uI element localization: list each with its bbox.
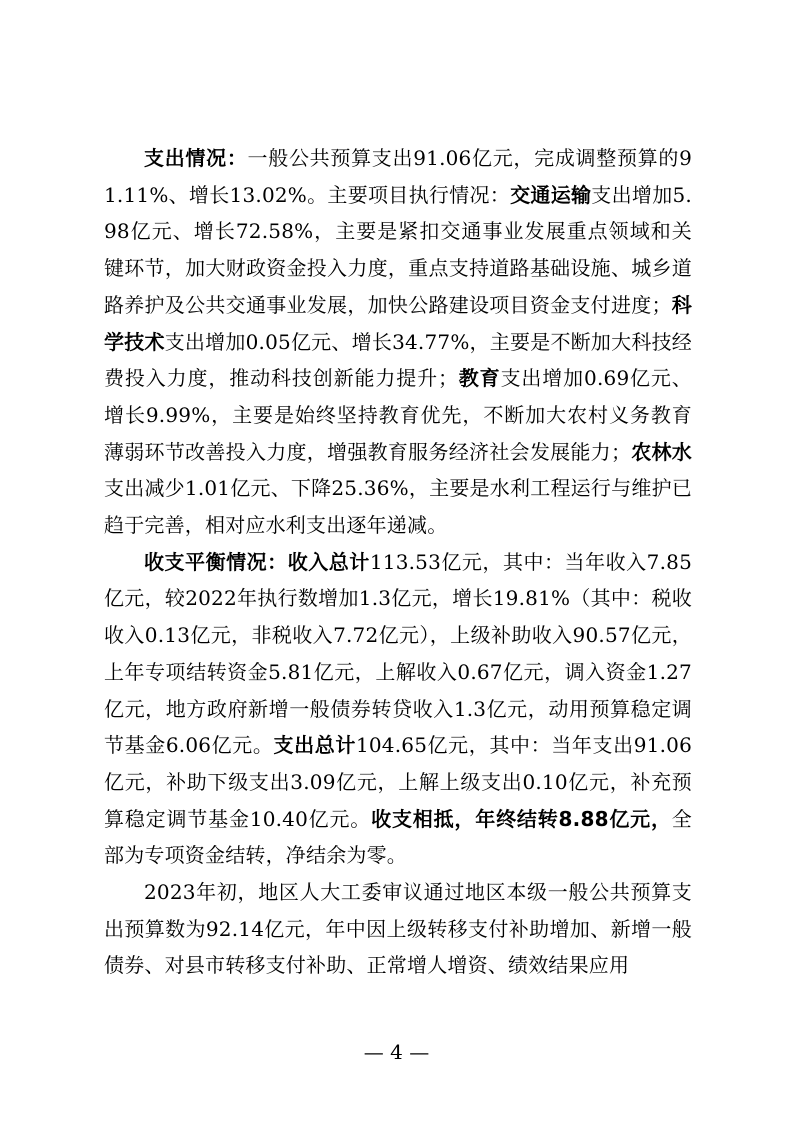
text-segment: 支出增加0.05亿元、增长34.77%，主要是不断加大科技经费投入力度，推动科技创新能力提升； — [104, 329, 692, 391]
text-segment: 支出减少1.01亿元、下降25.36%，主要是水利工程运行与维护已趋于完善，相对应水利支出逐年递减。 — [104, 476, 692, 538]
document-body — [104, 140, 692, 984]
paragraph-balance — [104, 544, 692, 874]
bold-text-segment: 农林水 — [631, 439, 692, 464]
bold-text-segment: 收支平衡情况：收入总计 — [144, 549, 370, 574]
text-segment: 113.53亿元，其中：当年收入7.85亿元，较2022年执行数增加1.3亿元，增长19.81%（其中：税收收入0.13亿元，非税收入7.72亿元），上级补助收入90.57亿元，上年专项结转资金5.81亿元，上解收入0.67亿元，调入资金1.27亿元，地方政府新增一般债券转贷收入1.3亿元，动用预算稳定调节基金6.06亿元。 — [104, 549, 692, 758]
page-number: — 4 — — [363, 1040, 430, 1064]
text-segment: 支出增加0.69亿元、增长9.99%，主要是始终坚持教育优先，不断加大农村义务教育薄弱环节改善投入力度，增强教育服务经济社会发展能力； — [104, 366, 692, 464]
bold-text-segment: 交通运输 — [510, 182, 592, 207]
text-segment: 全部为专项资金结转，净结余为零。 — [104, 806, 692, 868]
text-segment: 支出增加5.98亿元、增长72.58%，主要是紧扣交通事业发展重点领域和关键环节，加大财政资金投入力度，重点支持道路基础设施、城乡道路养护及公共交通事业发展，加快公路建设项目资金支付进度； — [104, 182, 692, 317]
text-segment: 一般公共预算支出91.06亿元，完成调整预算的91.11%、增长13.02%。主要项目执行情况： — [104, 146, 693, 207]
bold-text-segment: 支出总计 — [273, 733, 356, 758]
paragraph-expenditure — [104, 140, 692, 544]
paragraph-budget-2023 — [104, 874, 692, 984]
text-segment: 104.65亿元，其中：当年支出91.06亿元，补助下级支出3.09亿元，上解上级支出0.10亿元，补充预算稳定调节基金10.40亿元。 — [104, 733, 692, 831]
bold-text-segment: 收支相抵，年终结转8.88亿元， — [371, 806, 672, 831]
bold-text-segment: 教育 — [458, 366, 501, 391]
bold-text-segment: 科学技术 — [104, 292, 692, 354]
text-segment: 2023年初，地区人大工委审议通过地区本级一般公共预算支出预算数为92.14亿元，年中因上级转移支付补助增加、新增一般债券、对县市转移支付补助、正常增人增资、绩效结果应用 — [104, 880, 692, 978]
bold-text-segment: 支出情况： — [144, 146, 248, 170]
